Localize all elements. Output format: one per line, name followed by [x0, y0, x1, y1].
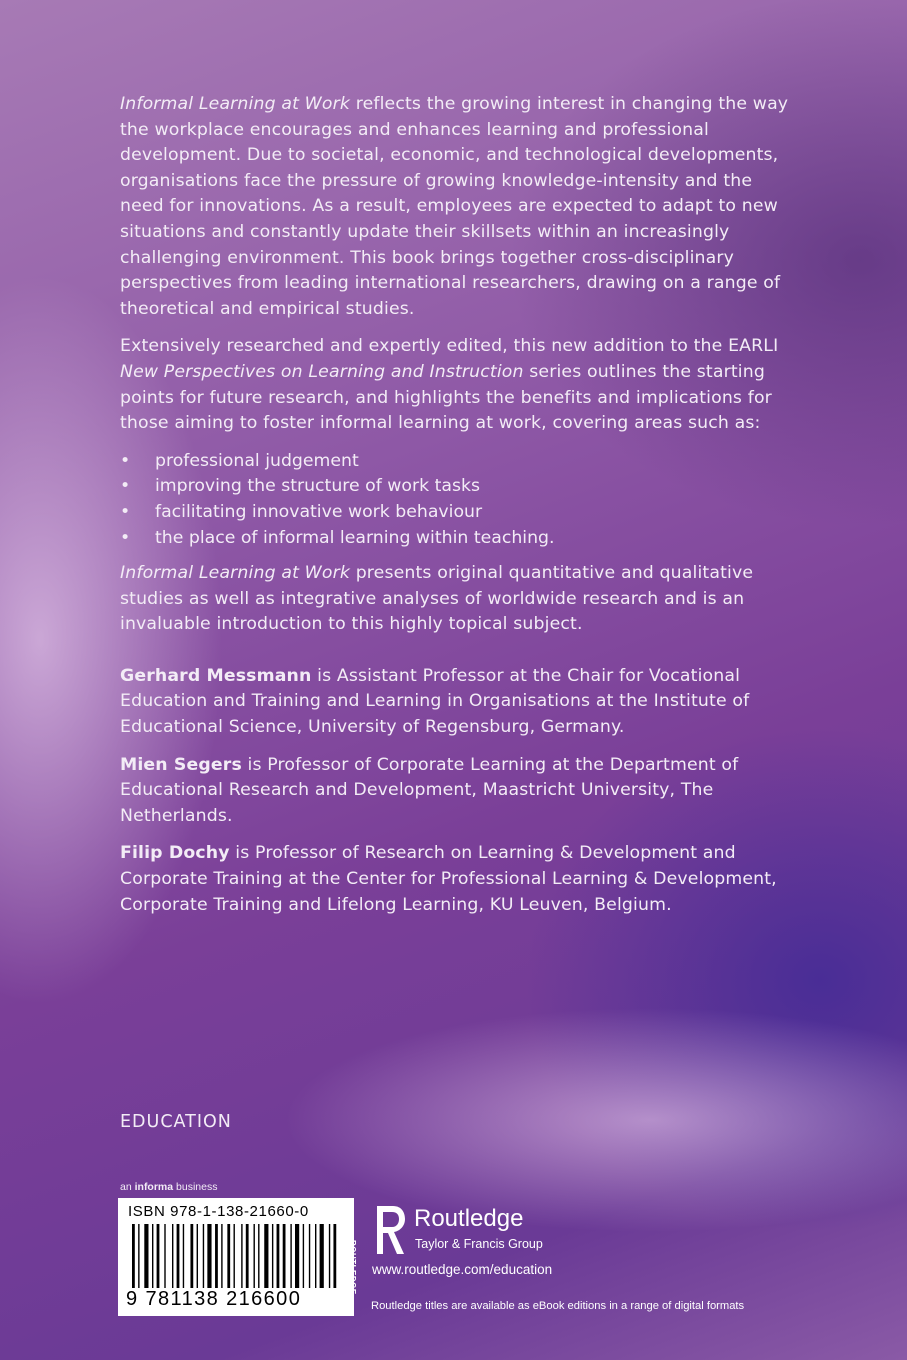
author-bio: Filip Dochy is Professor of Research on Learning & Development and Corporate Training at the Center for Professional Learning & Development, Corporate Training and Lifelong Learning, KU Leuven, Belgium. [120, 843, 777, 915]
barcode-bar [264, 1224, 268, 1288]
barcode-bar [246, 1224, 249, 1288]
author-bios [120, 664, 800, 918]
barcode-bar [333, 1224, 336, 1288]
barcode-bar [144, 1224, 148, 1288]
ean-digits: 9 781138 216600 [126, 1288, 302, 1310]
author-name: Mien Segers [120, 754, 242, 775]
barcode-bar [227, 1224, 230, 1288]
description-text: reflects the growing interest in changing the way the workplace encourages and enhances learning and professional development. Due to societal, economic, and technological developments, organisations face the pressure of growing knowledge-intensity and the need for innovations. As a result, employees are expected to adapt to new situations and constantly update their skillsets within an increasingly challenging environment. This book brings together cross-disciplinary perspectives from leading international researchers, drawing on a range of theoretical and empirical studies. [120, 94, 789, 319]
isbn-label: ISBN 978-1-138-21660-0 [128, 1203, 309, 1220]
barcode-bar [138, 1224, 139, 1288]
barcode-bar [309, 1224, 310, 1288]
informa-tagline: an informa business [120, 1181, 218, 1193]
bullet-icon: • [120, 476, 131, 497]
barcode-icon [132, 1224, 340, 1288]
barcode-bar [277, 1224, 280, 1288]
barcode-bar [164, 1224, 165, 1288]
barcode-bar [207, 1224, 211, 1288]
barcode-bar [190, 1224, 193, 1288]
description-paragraph-1 [120, 92, 800, 322]
barcode-bar [215, 1224, 218, 1288]
barcode-bar [241, 1224, 242, 1288]
barcode-bar [315, 1224, 316, 1288]
barcode-bar [283, 1224, 286, 1288]
barcode-bar [157, 1224, 160, 1288]
bullet-icon: • [120, 527, 131, 548]
back-cover-text [120, 92, 800, 930]
barcode-bar [320, 1224, 324, 1288]
description-text: presents original quantitative and qualitative studies as well as integrative analyses of worldwide research and is an invaluable introduction to this highly topical subject. [120, 563, 754, 635]
spine-text: ROUTLEDGE [348, 1240, 357, 1295]
topic-list [120, 449, 800, 551]
description-paragraph-3 [120, 561, 800, 638]
description-paragraph-2 [120, 334, 800, 436]
barcode-bar [290, 1224, 291, 1288]
series-title-italic: New Perspectives on Learning and Instruction [120, 361, 524, 382]
publisher-group: Taylor & Francis Group [415, 1237, 543, 1251]
barcode-bar [183, 1224, 184, 1288]
ebook-note: Routledge titles are available as eBook editions in a range of digital formats [371, 1300, 745, 1312]
barcode-bar [295, 1224, 299, 1288]
list-item: • facilitating innovative work behaviour [120, 500, 800, 526]
barcode-bar [152, 1224, 153, 1288]
author-name: Gerhard Messmann [120, 665, 312, 686]
description-text: Extensively researched and expertly edited, this new addition to the EARLI [120, 336, 779, 357]
author-bio: Gerhard Messmann is Assistant Professor at the Chair for Vocational Education and Training and Learning in Organisations at the Institute of Educational Science, University of Regensburg, Germany. [120, 665, 750, 738]
barcode-bar [203, 1224, 204, 1288]
subject-category: EDUCATION [120, 1112, 232, 1132]
barcode-bar [258, 1224, 259, 1288]
author-bio: Mien Segers is Professor of Corporate Learning at the Department of Educational Research and Development, Maastricht University, The Netherlands. [120, 754, 739, 826]
publisher-url[interactable]: www.routledge.com/education [372, 1262, 553, 1277]
book-title-italic: Informal Learning at Work [120, 563, 351, 584]
bullet-icon: • [120, 450, 131, 471]
bullet-icon: • [120, 501, 131, 522]
publisher-name: Routledge [414, 1205, 524, 1232]
isbn-barcode-box [118, 1198, 354, 1316]
list-item: • the place of informal learning within teaching. [120, 526, 800, 552]
author-name: Filip Dochy [120, 843, 230, 864]
barcode-bar [254, 1224, 255, 1288]
barcode-bar [303, 1224, 304, 1288]
barcode-bar [177, 1224, 180, 1288]
barcode-bar [272, 1224, 273, 1288]
barcode-bar [221, 1224, 222, 1288]
barcode-bar [234, 1224, 235, 1288]
routledge-logo-icon [373, 1204, 407, 1256]
book-title-italic: Informal Learning at Work [120, 94, 351, 114]
barcode-bar [132, 1224, 135, 1288]
description-text: series outlines the starting points for future research, and highlights the benefits and implications for those aiming to foster informal learning at work, covering areas such as: [120, 361, 772, 434]
barcode-bar [197, 1224, 198, 1288]
list-item: • professional judgement [120, 449, 800, 475]
barcode-bar [172, 1224, 173, 1288]
list-item: • improving the structure of work tasks [120, 474, 800, 500]
barcode-bar [329, 1224, 330, 1288]
informa-logo: informa [134, 1181, 174, 1193]
